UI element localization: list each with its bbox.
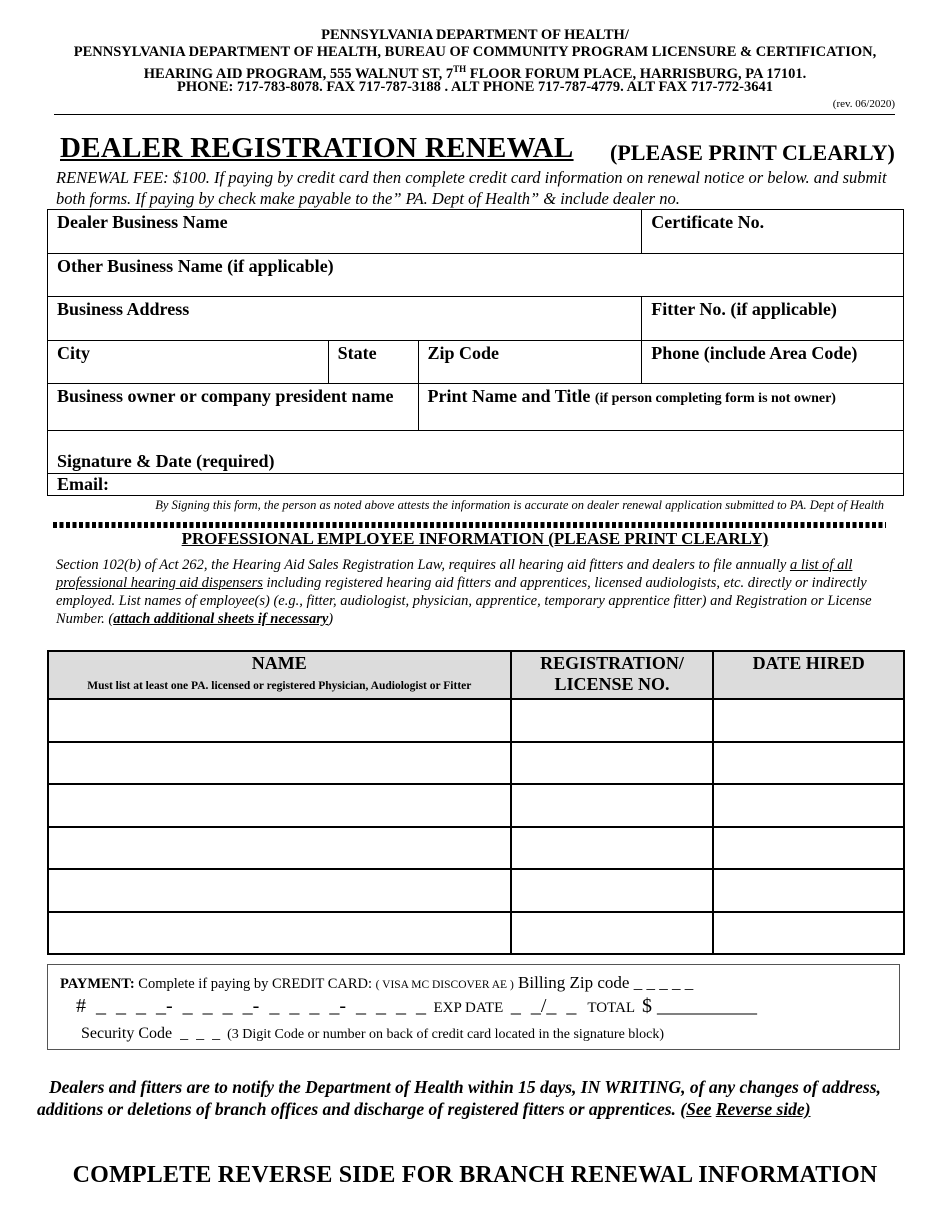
business-address-field[interactable]: Business Address xyxy=(48,297,642,341)
employee-name-cell[interactable] xyxy=(48,784,511,827)
zip-code-field[interactable]: Zip Code xyxy=(418,341,642,384)
employee-name-cell[interactable] xyxy=(48,699,511,742)
header-divider xyxy=(54,114,895,115)
employee-table xyxy=(47,650,905,955)
renewal-fee-instructions: RENEWAL FEE: $100. If paying by credit card then complete credit card information on renewal notice or below. and submit both forms. If paying by check make payable to the” PA. Dept of Health” & include dealer no. xyxy=(56,168,887,208)
employee-license-cell[interactable] xyxy=(511,827,714,870)
exp-date-field[interactable]: _ _/_ _ xyxy=(510,995,577,1017)
phone-field[interactable]: Phone (include Area Code) xyxy=(642,341,904,384)
dealer-business-name-field[interactable]: Dealer Business Name xyxy=(48,210,642,254)
name-column-header: NAME Must list at least one PA. licensed or registered Physician, Audiologist or Fitter xyxy=(48,651,511,699)
certificate-no-field[interactable]: Certificate No. xyxy=(642,210,904,254)
table-row xyxy=(48,699,904,742)
employee-section-heading: PROFESSIONAL EMPLOYEE INFORMATION (PLEASE PRINT CLEARLY) xyxy=(181,529,769,548)
agency-header-line-3: HEARING AID PROGRAM, 555 WALNUT ST, 7TH FLOOR FORUM PLACE, HARRISBURG, PA 17101. xyxy=(143,64,807,82)
date-hired-column-header: DATE HIRED xyxy=(713,651,904,699)
card-types: ( VISA MC DISCOVER AE ) xyxy=(375,979,514,991)
reverse-side-instruction: COMPLETE REVERSE SIDE FOR BRANCH RENEWAL INFORMATION xyxy=(72,1162,878,1188)
dotted-separator xyxy=(53,522,886,528)
billing-zip-field[interactable]: Billing Zip code _ _ _ _ _ xyxy=(513,973,694,992)
employee-license-cell[interactable] xyxy=(511,912,714,955)
dealer-info-table xyxy=(47,209,904,496)
table-row xyxy=(48,827,904,870)
table-row xyxy=(48,912,904,955)
agency-header-line-1: PENNSYLVANIA DEPARTMENT OF HEALTH/ xyxy=(321,27,629,43)
attestation-statement: By Signing this form, the person as noted above attests the information is accurate on dealer renewal application submitted to PA. Dept of Health xyxy=(155,498,884,512)
print-clearly-note: (PLEASE PRINT CLEARLY) xyxy=(610,140,895,165)
employee-date-cell[interactable] xyxy=(713,827,904,870)
fitter-no-field[interactable]: Fitter No. (if applicable) xyxy=(642,297,904,341)
card-number-field[interactable]: # _ _ _ _- _ _ _ _- _ _ _ _- _ _ _ _ xyxy=(76,995,426,1017)
change-notification-notice: Dealers and fitters are to notify the Department of Health within 15 days, IN WRITING, of any changes of address, additions or deletions of branch offices and discharge of registered fitters or apprentices. (See Reverse side) xyxy=(37,1077,881,1119)
owner-name-field[interactable]: Business owner or company president name xyxy=(48,384,419,431)
employee-license-cell[interactable] xyxy=(511,699,714,742)
employee-license-cell[interactable] xyxy=(511,742,714,785)
employee-date-cell[interactable] xyxy=(713,784,904,827)
employee-name-cell[interactable] xyxy=(48,912,511,955)
agency-header-line-4: PHONE: 717-783-8078. FAX 717-787-3188 . ALT PHONE 717-787-4779. ALT FAX 717-772-3641 xyxy=(177,79,773,95)
other-business-name-field[interactable]: Other Business Name (if applicable) xyxy=(48,254,904,297)
payment-line-3: Security Code _ _ _ (3 Digit Code or number on back of credit card located in the signature block) xyxy=(81,1025,665,1042)
employee-date-cell[interactable] xyxy=(713,699,904,742)
employee-name-cell[interactable] xyxy=(48,827,511,870)
table-row xyxy=(48,784,904,827)
registration-column-header: REGISTRATION/ LICENSE NO. xyxy=(511,651,714,699)
security-code-field[interactable]: Security Code _ _ _ xyxy=(81,1025,221,1042)
employee-name-cell[interactable] xyxy=(48,869,511,912)
total-field[interactable]: $ __________ xyxy=(642,995,758,1017)
payment-line-1: PAYMENT: Complete if paying by CREDIT CARD: ( VISA MC DISCOVER AE ) Billing Zip code _ _ _ _ _ xyxy=(60,973,694,992)
employee-date-cell[interactable] xyxy=(713,869,904,912)
city-field[interactable]: City xyxy=(48,341,329,384)
employee-date-cell[interactable] xyxy=(713,912,904,955)
signature-date-field[interactable]: Signature & Date (required) xyxy=(48,431,904,474)
payment-line-2: # _ _ _ _- _ _ _ _- _ _ _ _- _ _ _ _ EXP DATE _ _/_ _ TOTAL $ __________ xyxy=(76,995,758,1017)
employee-license-cell[interactable] xyxy=(511,784,714,827)
print-name-title-field[interactable]: Print Name and Title (if person completing form is not owner) xyxy=(418,384,903,431)
email-field[interactable]: Email: xyxy=(48,474,904,496)
agency-header-line-2: PENNSYLVANIA DEPARTMENT OF HEALTH, BUREAU OF COMMUNITY PROGRAM LICENSURE & CERTIFICATION, xyxy=(73,44,877,60)
form-title: DEALER REGISTRATION RENEWAL xyxy=(60,132,574,164)
payment-box xyxy=(47,964,900,1050)
employee-license-cell[interactable] xyxy=(511,869,714,912)
table-row xyxy=(48,869,904,912)
employee-name-cell[interactable] xyxy=(48,742,511,785)
state-field[interactable]: State xyxy=(328,341,418,384)
revision-date: (rev. 06/2020) xyxy=(832,98,895,110)
table-row xyxy=(48,742,904,785)
employee-section-instructions: Section 102(b) of Act 262, the Hearing Aid Sales Registration Law, requires all hearing aid fitters and dealers to file annually a list of all professional hearing aid dispensers including registered hearing aid fitters and apprentices, licensed audiologists, etc. directly or indirectly employed. List names of employee(s) (e.g., fitter, audiologist, physician, apprentice, temporary apprentice fitter) and Registration or License Number. (attach additional sheets if necessary) xyxy=(56,557,872,627)
employee-date-cell[interactable] xyxy=(713,742,904,785)
